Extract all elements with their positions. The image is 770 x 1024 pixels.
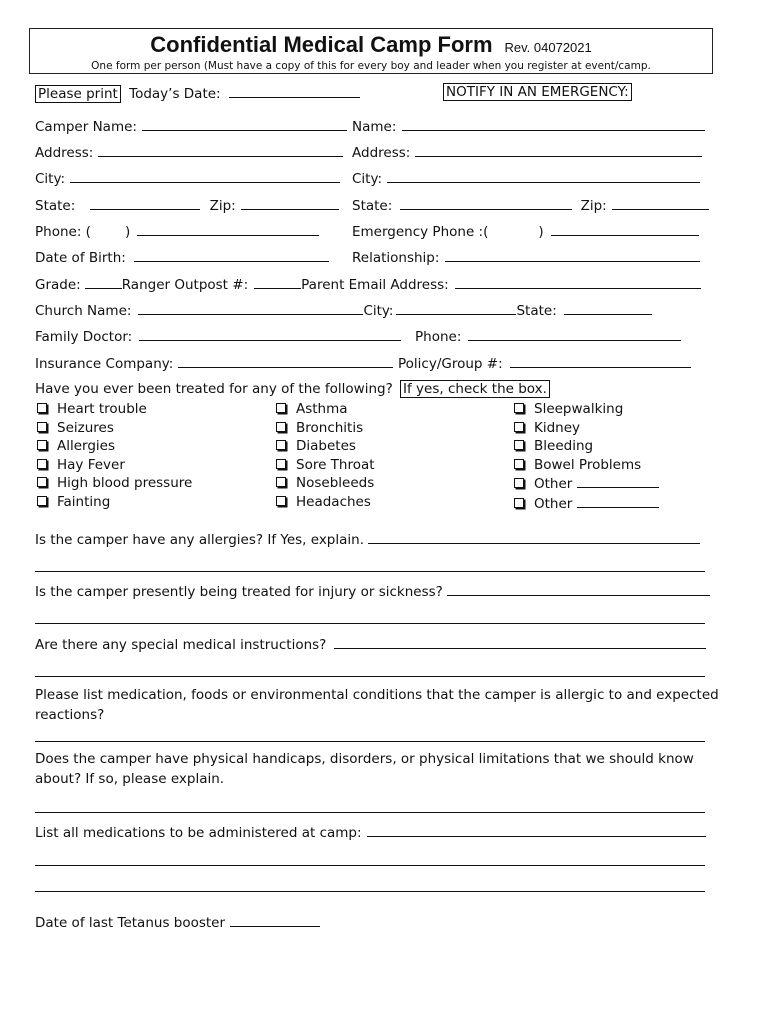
emergency-phone-label: Emergency Phone :( <box>352 224 489 240</box>
relationship-label: Relationship: <box>352 250 440 266</box>
checkbox-icon[interactable] <box>37 440 47 450</box>
other-field[interactable] <box>577 474 659 488</box>
camper-phone-paren: ) <box>124 224 131 240</box>
family-doctor-field[interactable] <box>139 327 401 341</box>
emergency-state-zip-row <box>352 196 709 215</box>
handicaps-question: Does the camper have physical handicaps, disorders, or physical limitations that we should know <box>35 751 694 767</box>
notify-emergency-heading <box>443 84 632 101</box>
condition-item[interactable]: Fainting <box>37 493 192 512</box>
allergic-conditions-question: Please list medication, foods or environmental conditions that the camper is allergic to and expected <box>35 687 719 703</box>
church-name-label: Church Name: <box>35 303 132 319</box>
ranger-outpost-field[interactable] <box>254 275 301 289</box>
medications-answer-line-1[interactable] <box>35 865 705 866</box>
treatment-question-row <box>35 582 710 601</box>
allergies-question: Is the camper have any allergies? If Yes, explain. <box>35 532 364 548</box>
church-state-label: State: <box>516 303 557 319</box>
condition-item[interactable]: High blood pressure <box>37 474 192 493</box>
emergency-name-field[interactable] <box>402 117 705 131</box>
checkbox-icon[interactable] <box>514 478 524 488</box>
camper-dob-label: Date of Birth: <box>35 250 126 266</box>
condition-item[interactable]: Bowel Problems <box>514 456 659 475</box>
insurance-field[interactable] <box>178 354 393 368</box>
camper-address-row <box>35 143 343 162</box>
camper-zip-label: Zip: <box>209 198 236 214</box>
policy-field[interactable] <box>510 354 691 368</box>
todays-date-label: Today’s Date: <box>129 86 221 102</box>
checkbox-icon[interactable] <box>514 403 524 413</box>
doctor-phone-field[interactable] <box>468 327 681 341</box>
allergic-conditions-question-cont: reactions? <box>35 707 105 723</box>
camper-address-label: Address: <box>35 145 94 161</box>
todays-date-field[interactable] <box>229 84 360 98</box>
emergency-phone-paren: ) <box>538 224 544 240</box>
checkbox-icon[interactable] <box>37 403 47 413</box>
treatment-question: Is the camper presently being treated for injury or sickness? <box>35 584 443 600</box>
insurance-label: Insurance Company: <box>35 356 174 372</box>
emergency-city-label: City: <box>352 171 383 187</box>
condition-item[interactable]: Sleepwalking <box>514 400 659 419</box>
emergency-address-field[interactable] <box>415 143 702 157</box>
conditions-question-row <box>35 381 550 398</box>
camper-state-field[interactable] <box>90 196 200 210</box>
instructions-question-row <box>35 635 706 654</box>
condition-item[interactable]: Other <box>514 494 659 514</box>
emergency-address-row <box>352 143 702 162</box>
allergies-answer-line[interactable] <box>35 571 705 572</box>
camper-name-label: Camper Name: <box>35 119 137 135</box>
grade-row <box>35 275 701 294</box>
check-box-note: If yes, check the box. <box>400 380 550 398</box>
condition-item[interactable]: Hay Fever <box>37 456 192 475</box>
camper-phone-field[interactable] <box>137 222 319 236</box>
emergency-zip-label: Zip: <box>580 198 607 214</box>
relationship-row <box>352 248 700 267</box>
relationship-field[interactable] <box>445 248 700 262</box>
family-doctor-label: Family Doctor: <box>35 329 133 345</box>
form-header <box>29 28 713 74</box>
condition-item[interactable]: Heart trouble <box>37 400 192 419</box>
tetanus-row <box>35 913 320 932</box>
condition-item[interactable]: Seizures <box>37 419 192 438</box>
doctor-phone-row <box>415 327 681 346</box>
policy-row <box>398 354 691 373</box>
condition-item[interactable]: Bronchitis <box>276 419 375 438</box>
doctor-row <box>35 327 401 346</box>
medications-question: List all medications to be administered at camp: <box>35 825 362 841</box>
camper-city-label: City: <box>35 171 66 187</box>
checkbox-icon[interactable] <box>276 422 286 432</box>
checkbox-icon[interactable] <box>276 440 286 450</box>
policy-label: Policy/Group #: <box>398 356 503 372</box>
camper-zip-field[interactable] <box>241 196 339 210</box>
form-title: Confidential Medical Camp Form <box>150 32 493 57</box>
checkbox-icon[interactable] <box>514 422 524 432</box>
condition-item[interactable]: Headaches <box>276 493 375 512</box>
allergic-conditions-answer-line[interactable] <box>35 741 705 742</box>
camper-dob-row <box>35 248 329 267</box>
form-subtitle: One form per person (Must have a copy of this for every boy and leader when you register at event/camp. <box>91 60 651 72</box>
condition-item[interactable]: Asthma <box>276 400 375 419</box>
other-field[interactable] <box>577 494 659 508</box>
condition-item[interactable]: Sore Throat <box>276 456 375 475</box>
church-city-field[interactable] <box>396 301 516 315</box>
ranger-outpost-label: Ranger Outpost #: <box>121 277 249 293</box>
church-row <box>35 301 652 320</box>
camper-state-label: State: <box>35 198 76 214</box>
emergency-city-field[interactable] <box>387 169 700 183</box>
checkbox-icon[interactable] <box>514 498 524 508</box>
emergency-phone-field[interactable] <box>551 222 699 236</box>
camper-phone-row <box>35 222 319 241</box>
please-print-label: Please print <box>35 85 121 103</box>
checkbox-icon[interactable] <box>37 496 47 506</box>
conditions-question: Have you ever been treated for any of the following? <box>35 381 393 397</box>
grade-label: Grade: <box>35 277 81 293</box>
emergency-state-label: State: <box>352 198 393 214</box>
medications-answer-line-2[interactable] <box>35 891 705 892</box>
revision-number: Rev. 04072021 <box>504 40 592 55</box>
conditions-col-1 <box>37 400 192 511</box>
emergency-phone-row <box>352 222 699 241</box>
checkbox-icon[interactable] <box>276 477 286 487</box>
condition-item[interactable]: Nosebleeds <box>276 474 375 493</box>
condition-item[interactable]: Allergies <box>37 437 192 456</box>
camper-state-zip-row <box>35 196 339 215</box>
treatment-answer-line[interactable] <box>35 623 705 624</box>
emergency-city-row <box>352 169 700 188</box>
condition-item[interactable]: Other <box>514 474 659 494</box>
condition-item[interactable]: Bleeding <box>514 437 659 456</box>
camper-city-row <box>35 169 340 188</box>
allergies-answer-field[interactable] <box>368 530 700 544</box>
conditions-col-3 <box>514 400 659 513</box>
camper-dob-field[interactable] <box>134 248 329 262</box>
doctor-phone-label: Phone: <box>415 329 462 345</box>
checkbox-icon[interactable] <box>276 496 286 506</box>
medications-question-row <box>35 823 706 842</box>
condition-item[interactable]: Kidney <box>514 419 659 438</box>
handicaps-answer-line[interactable] <box>35 812 705 813</box>
instructions-answer-field[interactable] <box>334 635 706 649</box>
grade-field[interactable] <box>85 275 122 289</box>
treatment-answer-field[interactable] <box>447 582 710 596</box>
emergency-state-field[interactable] <box>400 196 572 210</box>
emergency-address-label: Address: <box>352 145 411 161</box>
emergency-zip-field[interactable] <box>612 196 709 210</box>
medications-answer-field[interactable] <box>367 823 706 837</box>
camper-name-row <box>35 117 347 136</box>
checkbox-icon[interactable] <box>276 403 286 413</box>
conditions-col-2 <box>276 400 375 511</box>
condition-item[interactable]: Diabetes <box>276 437 375 456</box>
checkbox-icon[interactable] <box>37 477 47 487</box>
emergency-name-row <box>352 117 705 136</box>
camper-name-field[interactable] <box>142 117 347 131</box>
instructions-answer-line[interactable] <box>35 676 705 677</box>
church-city-label: City: <box>363 303 394 319</box>
tetanus-label: Date of last Tetanus booster <box>35 915 226 931</box>
checkbox-icon[interactable] <box>37 422 47 432</box>
church-name-field[interactable] <box>138 301 363 315</box>
checkbox-icon[interactable] <box>276 459 286 469</box>
checkbox-icon[interactable] <box>514 440 524 450</box>
notify-emergency-label: NOTIFY IN AN EMERGENCY: <box>443 83 632 101</box>
allergies-question-row <box>35 530 700 549</box>
checkbox-icon[interactable] <box>514 459 524 469</box>
instructions-question: Are there any special medical instructions? <box>35 637 327 653</box>
camper-address-field[interactable] <box>98 143 343 157</box>
checkbox-icon[interactable] <box>37 459 47 469</box>
parent-email-field[interactable] <box>455 275 701 289</box>
form-title-row <box>30 32 712 58</box>
church-state-field[interactable] <box>564 301 652 315</box>
camper-phone-label: Phone: ( <box>35 224 91 240</box>
top-row <box>35 84 360 103</box>
handicaps-question-cont: about? If so, please explain. <box>35 771 225 787</box>
emergency-name-label: Name: <box>352 119 397 135</box>
parent-email-label: Parent Email Address: <box>301 277 449 293</box>
camper-city-field[interactable] <box>70 169 340 183</box>
tetanus-date-field[interactable] <box>230 913 320 927</box>
insurance-row <box>35 354 393 373</box>
